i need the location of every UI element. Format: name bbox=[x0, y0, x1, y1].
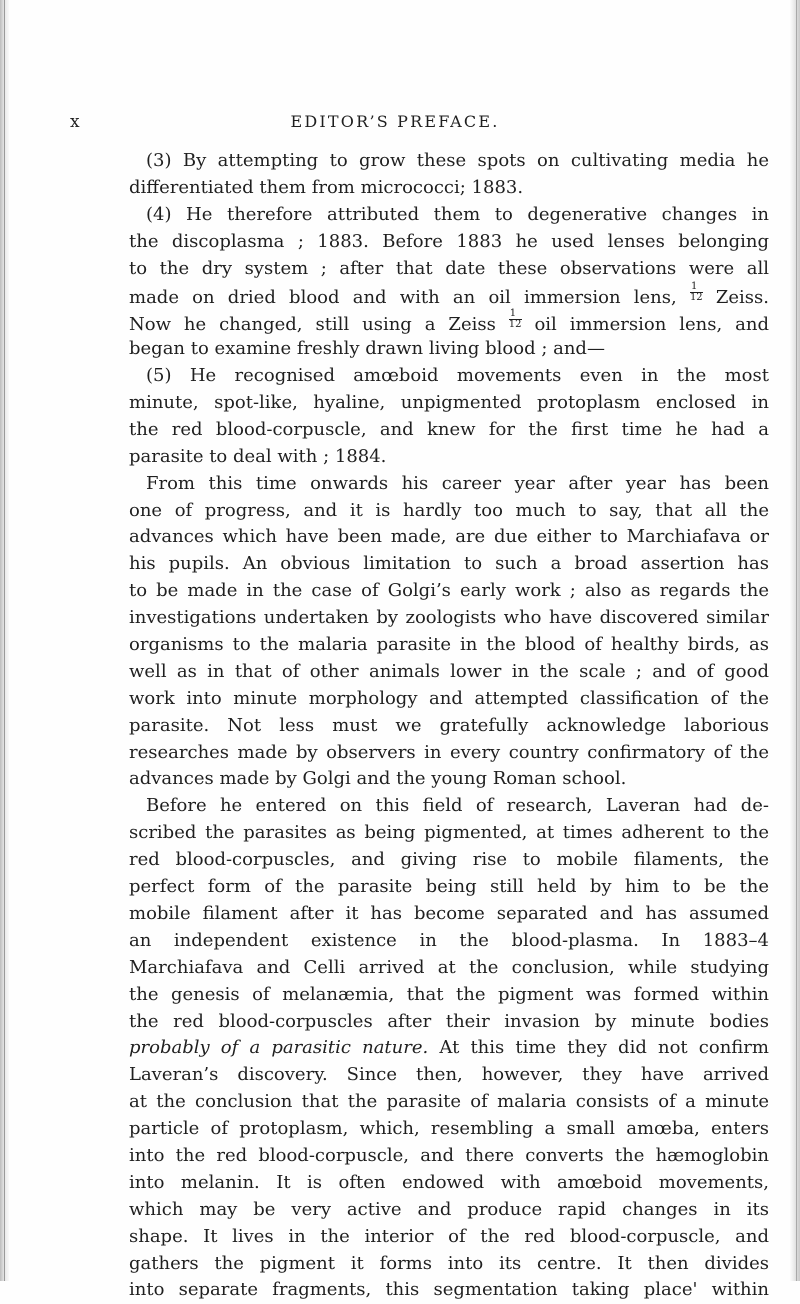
fraction-numerator: 1 bbox=[690, 282, 703, 293]
page-number: x bbox=[70, 112, 81, 132]
line-text: into the red blood-corpuscle, and there converts the hæmoglobin bbox=[129, 1144, 769, 1166]
text-line bbox=[129, 1224, 769, 1251]
text-line bbox=[129, 336, 769, 363]
running-title: EDITOR’S PREFACE. bbox=[290, 112, 500, 131]
text-line bbox=[129, 229, 769, 256]
line-text: the red blood-corpuscles after their invasion by minute bodies bbox=[129, 1010, 769, 1032]
text-line bbox=[129, 740, 769, 767]
line-text: parasite to deal with ; 1884. bbox=[129, 445, 387, 467]
text-line bbox=[129, 713, 769, 740]
text-line bbox=[129, 578, 769, 605]
line-text: red blood-corpuscles, and giving rise to mobile filaments, the bbox=[129, 849, 769, 871]
line-text: From this time onwards his career year after year has been bbox=[146, 472, 769, 494]
fraction-one-twelfth bbox=[690, 282, 703, 303]
line-text: to the dry system ; after that date these observations were all bbox=[129, 257, 769, 279]
text-line bbox=[129, 551, 769, 578]
fraction-numerator: 1 bbox=[509, 309, 522, 320]
text-line bbox=[129, 1277, 769, 1304]
text-line bbox=[129, 847, 769, 874]
page-header bbox=[70, 112, 720, 136]
line-text: began to examine freshly drawn living blood ; and— bbox=[129, 338, 605, 360]
text-line bbox=[129, 444, 769, 471]
line-text: made on dried blood and with an oil immersion lens, bbox=[129, 287, 677, 309]
line-text: (3) By attempting to grow these spots on cultivating media he bbox=[146, 150, 769, 171]
text-line bbox=[129, 605, 769, 632]
line-text: gathers the pigment it forms into its centre. It then divides bbox=[129, 1252, 769, 1274]
line-text: Now he changed, still using a Zeiss bbox=[129, 314, 496, 336]
line-text: into melanin. It is often endowed with amœboid movements, bbox=[129, 1171, 769, 1193]
text-line bbox=[129, 928, 769, 955]
line-text: Marchiafava and Celli arrived at the conclusion, while studying bbox=[129, 956, 769, 978]
line-text: which may be very active and produce rapid changes in its bbox=[129, 1198, 769, 1220]
text-line bbox=[129, 874, 769, 901]
text-line bbox=[129, 793, 769, 820]
text-line bbox=[129, 820, 769, 847]
line-text: to be made in the case of Golgi’s early work ; also as regards the bbox=[129, 580, 769, 602]
line-text: advances which have been made, are due either to Marchiafava or bbox=[129, 526, 769, 548]
line-text: one of progress, and it is hardly too much to say, that all the bbox=[129, 499, 769, 521]
line-text: scribed the parasites as being pigmented, at times adherent to the bbox=[129, 822, 769, 844]
text-line bbox=[129, 202, 769, 229]
text-line bbox=[129, 632, 769, 659]
line-text: work into minute morphology and attempted classification of the bbox=[129, 687, 769, 709]
body-text bbox=[129, 148, 769, 1304]
line-text: the red blood-corpuscle, and knew for the first time he had a bbox=[129, 418, 769, 440]
line-text: particle of protoplasm, which, resembling a small amœba, enters bbox=[129, 1118, 769, 1140]
line-text: shape. It lives in the interior of the red blood-corpuscle, and bbox=[129, 1225, 769, 1247]
text-line bbox=[129, 1009, 769, 1036]
text-line bbox=[129, 282, 769, 309]
text-line bbox=[129, 498, 769, 525]
text-line bbox=[129, 1143, 769, 1170]
page-left-edge bbox=[0, 0, 9, 1281]
text-line bbox=[129, 390, 769, 417]
text-line bbox=[129, 309, 769, 336]
line-text: parasite. Not less must we gratefully acknowledge laborious bbox=[129, 714, 769, 736]
line-text-continued: oil immersion lens, and bbox=[534, 314, 769, 336]
text-line bbox=[129, 256, 769, 283]
line-text: mobile filament after it has become separated and has assumed bbox=[129, 902, 769, 924]
text-line bbox=[129, 982, 769, 1009]
text-line bbox=[129, 417, 769, 444]
line-text: minute, spot-like, hyaline, unpigmented protoplasm enclosed in bbox=[129, 392, 769, 414]
line-text: Before he entered on this field of research, Laveran had de- bbox=[146, 795, 769, 817]
page-right-edge bbox=[790, 0, 800, 1281]
line-text: into separate fragments, this segmentation taking place' within bbox=[129, 1279, 769, 1301]
line-text: (5) He recognised amœboid movements even in the most bbox=[146, 365, 769, 387]
line-text: Laveran’s discovery. Since then, however, they have arrived bbox=[129, 1064, 769, 1086]
text-line bbox=[129, 1116, 769, 1143]
line-text: (4) He therefore attributed them to degenerative changes in bbox=[146, 203, 769, 225]
line-text: investigations undertaken by zoologists who have discovered similar bbox=[129, 607, 769, 629]
line-text-continued: At this time they did not confirm bbox=[439, 1037, 769, 1059]
line-text: the discoplasma ; 1883. Before 1883 he used lenses belonging bbox=[129, 230, 769, 252]
text-line bbox=[129, 766, 769, 793]
line-text-continued: Zeiss. bbox=[715, 287, 769, 309]
text-line bbox=[129, 1035, 769, 1062]
text-line bbox=[129, 1251, 769, 1278]
fraction-one-twelfth bbox=[509, 309, 522, 330]
text-line bbox=[129, 955, 769, 982]
fraction-denominator: 12 bbox=[689, 292, 703, 304]
line-text: an independent existence in the blood-plasma. In 1883–4 bbox=[129, 929, 769, 951]
italic-text: probably of a parasitic nature. bbox=[129, 1037, 429, 1059]
line-text: differentiated them from micrococci; 1883. bbox=[129, 176, 524, 198]
line-text: his pupils. An obvious limitation to such a broad assertion has bbox=[129, 553, 769, 575]
text-line bbox=[129, 686, 769, 713]
text-line bbox=[129, 1089, 769, 1116]
line-text: researches made by observers in every country confirmatory of the bbox=[129, 741, 769, 763]
line-text: perfect form of the parasite being still held by him to be the bbox=[129, 876, 769, 898]
line-text: at the conclusion that the parasite of malaria consists of a minute bbox=[129, 1091, 769, 1113]
line-text: the genesis of melanæmia, that the pigment was formed within bbox=[129, 983, 769, 1005]
text-line bbox=[129, 471, 769, 498]
text-line bbox=[129, 901, 769, 928]
line-text: organisms to the malaria parasite in the blood of healthy birds, as bbox=[129, 634, 769, 656]
text-line bbox=[129, 148, 769, 175]
line-text: well as in that of other animals lower in the scale ; and of good bbox=[129, 660, 769, 682]
text-line bbox=[129, 363, 769, 390]
text-line bbox=[129, 659, 769, 686]
fraction-denominator: 12 bbox=[508, 319, 522, 331]
text-line bbox=[129, 1197, 769, 1224]
text-line bbox=[129, 524, 769, 551]
text-line bbox=[129, 1170, 769, 1197]
text-line bbox=[129, 1062, 769, 1089]
line-text: advances made by Golgi and the young Roman school. bbox=[129, 768, 627, 790]
text-line bbox=[129, 175, 769, 202]
